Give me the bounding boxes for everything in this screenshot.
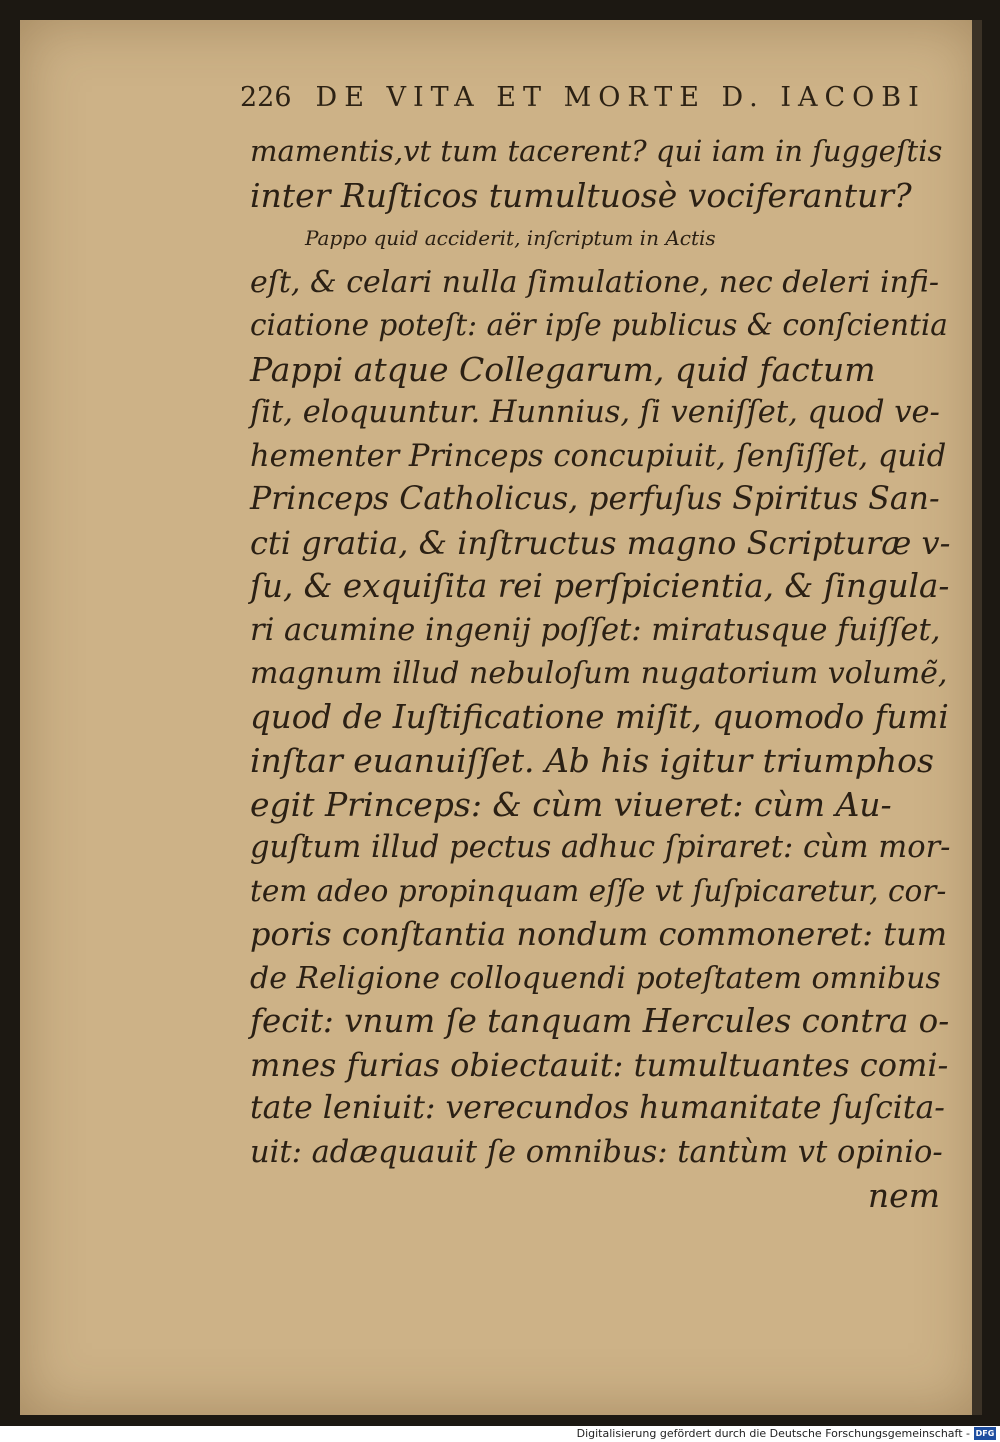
text-line: inſtar euanuiſſet. Ab his igitur triumphos (250, 741, 934, 780)
text-line: quod de Iuſtificatione miſit, quomodo fumi (250, 697, 949, 736)
text-line: Pappo quid acciderit, inſcriptum in Actis (305, 226, 716, 250)
page-number: 226 (240, 82, 292, 113)
text-line: egit Princeps: & cùm viueret: cùm Au- (250, 784, 892, 824)
footer-bar (0, 1426, 1000, 1442)
text-line: ciatione poteſt: aër ipſe publicus & conſcientia (250, 308, 948, 342)
text-line: Pappi atque Collegarum, quid factum (250, 349, 876, 389)
text-line: hementer Princeps concupiuit, ſenſiſſet, quid (250, 438, 947, 474)
text-line: poris conſtantia nondum commoneret: tum (250, 915, 948, 953)
text-line: ſit, eloquuntur. Hunnius, ſi veniſſet, quod ve- (250, 395, 940, 430)
text-line: ri acumine ingenij poſſet: miratusque fuiſſet, (250, 612, 941, 648)
body-text (250, 130, 950, 1218)
running-head-title: DE VITA ET MORTE D. IACOBI (315, 82, 926, 113)
dfg-logo: DFG (975, 1429, 995, 1438)
page-edge (972, 20, 982, 1415)
text-line: cti gratia, & inſtructus magno Scripturæ v- (250, 523, 951, 562)
text-line: tem adeo propinquam eſſe vt ſuſpicaretur, cor- (250, 873, 947, 908)
text-line: guſtum illud pectus adhuc ſpiraret: cùm mor- (250, 830, 951, 865)
text-line: tate leniuit: verecundos humanitate ſuſcita- (250, 1090, 945, 1126)
text-line: mnes furias obiectauit: tumultuantes comi- (250, 1045, 949, 1084)
text-line: eſt, & celari nulla ſimulatione, nec deleri infi- (250, 264, 940, 300)
text-line: fecit: vnum ſe tanquam Hercules contra o- (250, 1002, 950, 1040)
catchword: nem (867, 1176, 940, 1215)
text-line: mamentis,vt tum tacerent? qui iam in ſuggeſtis (250, 134, 943, 168)
text-line: Princeps Catholicus, perfuſus Spiritus San- (250, 481, 940, 517)
running-head (240, 82, 940, 122)
text-line: uit: adæquauit ſe omnibus: tantùm vt opinio- (250, 1134, 943, 1170)
text-line: ſu, & exquiſita rei perſpicientia, & ſingula- (250, 567, 950, 605)
text-line: inter Ruſticos tumultuosè vociferantur? (250, 175, 912, 215)
funding-credit: Digitalisierung gefördert durch die Deutsche Forschungsgemeinschaft - (576, 1427, 970, 1440)
text-line: de Religione colloquendi poteſtatem omnibus (250, 960, 941, 996)
text-line: magnum illud nebuloſum nugatorium volumẽ, (250, 656, 948, 691)
